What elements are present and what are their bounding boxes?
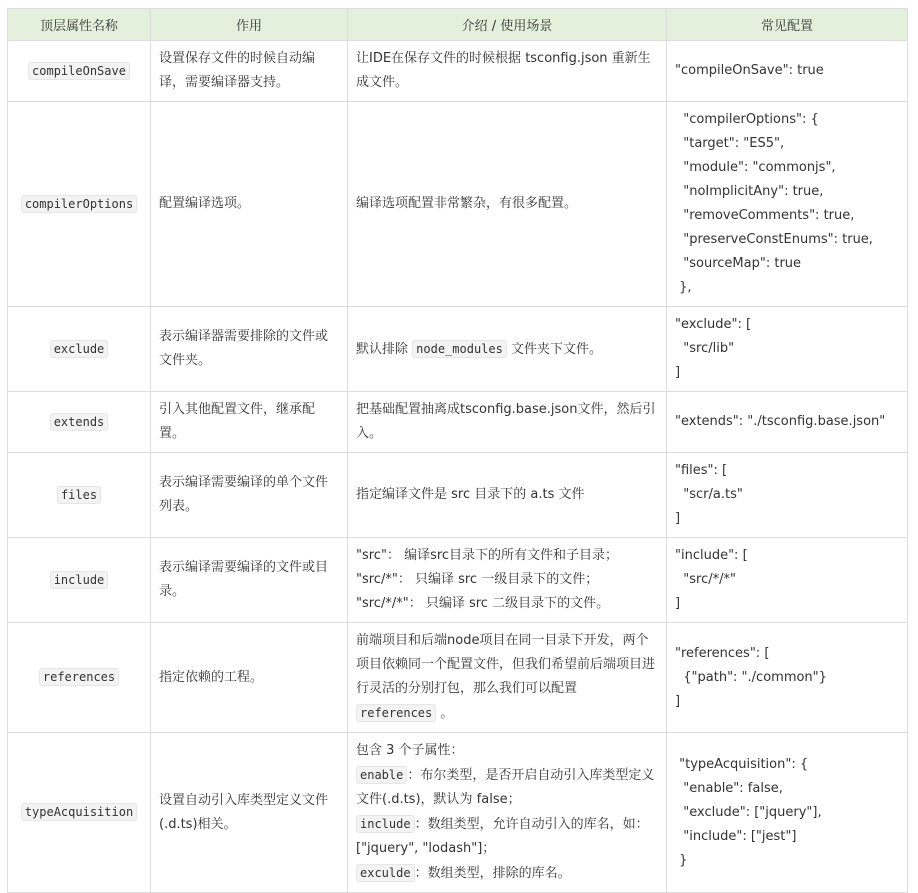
config-line: "enable": false, — [675, 780, 783, 796]
config-line: }, — [675, 280, 692, 295]
property-name-cell — [8, 733, 151, 893]
intro-text: "src"： 编译src目录下的所有文件和子目录； — [356, 548, 619, 563]
header-row — [8, 9, 908, 41]
config-cell — [667, 307, 908, 392]
header-intro: 介绍 / 使用场景 — [348, 9, 667, 41]
table-row — [8, 733, 908, 893]
config-line: "extends": "./tsconfig.base.json" — [675, 414, 886, 429]
tsconfig-properties-table — [7, 8, 908, 893]
intro-text: 前端项目和后端node项目在同一目录下开发，两个项目依赖同一个配置文件，但我们希望前后端项目进行灵活的分别打包，那么我们可以配置 — [356, 633, 656, 696]
config-line: "preserveConstEnums": true, — [675, 232, 873, 247]
property-name: include — [50, 571, 109, 589]
property-name: files — [57, 486, 101, 504]
intro-text: 编译选项配置非常繁杂，有很多配置。 — [356, 196, 578, 211]
header-purpose: 作用 — [151, 9, 348, 41]
intro-text: 把基础配置抽离成tsconfig.base.json文件，然后引入。 — [356, 402, 656, 441]
config-line: "include": [ — [675, 548, 748, 563]
config-line: "files": [ — [675, 463, 728, 478]
property-name: compileOnSave — [28, 62, 130, 80]
property-name-cell — [8, 41, 151, 102]
intro-text: 包含 3 个子属性： — [356, 743, 464, 758]
inline-code: references — [356, 704, 436, 722]
property-name-cell — [8, 392, 151, 453]
table-row — [8, 392, 908, 453]
property-name-cell — [8, 623, 151, 733]
config-cell — [667, 453, 908, 538]
property-name: extends — [50, 413, 109, 431]
config-cell — [667, 623, 908, 733]
config-cell — [667, 392, 908, 453]
intro-cell — [348, 307, 667, 392]
intro-cell — [348, 733, 667, 893]
purpose-cell: 表示编译需要编译的文件或目录。 — [151, 538, 348, 623]
config-line: {"path": "./common"} — [675, 669, 827, 685]
intro-text: 指定编译文件是 src 目录下的 a.ts 文件 — [356, 487, 585, 502]
purpose-cell: 表示编译需要编译的单个文件列表。 — [151, 453, 348, 538]
table-row — [8, 41, 908, 102]
config-line: ] — [675, 365, 681, 380]
purpose-cell: 表示编译器需要排除的文件或文件夹。 — [151, 307, 348, 392]
config-line: "exclude": ["jquery"], — [675, 804, 822, 820]
purpose-cell: 设置自动引入库类型定义文件(.d.ts)相关。 — [151, 733, 348, 893]
config-line: "include": ["jest"] — [675, 828, 797, 844]
config-line: "compileOnSave": true — [675, 63, 824, 78]
intro-text: 文件夹下文件。 — [506, 341, 602, 357]
header-name: 顶层属性名称 — [8, 9, 151, 41]
config-cell — [667, 41, 908, 102]
intro-text: ：布尔类型，是否开启自动引入库类型定义文件(.d.ts)，默认为 false； — [356, 768, 655, 807]
intro-cell — [348, 41, 667, 102]
property-name-cell — [8, 102, 151, 307]
config-line: ] — [675, 511, 681, 526]
table-row — [8, 538, 908, 623]
property-name: typeAcquisition — [21, 803, 137, 821]
property-name: references — [39, 668, 119, 686]
intro-text: 。 — [436, 706, 454, 721]
table-row — [8, 307, 908, 392]
property-name: compilerOptions — [21, 195, 137, 213]
intro-cell — [348, 102, 667, 307]
intro-text: 默认排除 — [356, 341, 413, 357]
purpose-cell: 设置保存文件的时候自动编译，需要编译器支持。 — [151, 41, 348, 102]
config-cell — [667, 733, 908, 893]
intro-cell — [348, 453, 667, 538]
inline-code: enable — [356, 766, 407, 784]
intro-text: 让IDE在保存文件的时候根据 tsconfig.json 重新生成文件。 — [356, 51, 651, 90]
config-line: "noImplicitAny": true, — [675, 184, 824, 199]
table-body — [8, 41, 908, 893]
config-line: "compilerOptions": { — [675, 112, 819, 127]
config-cell — [667, 102, 908, 307]
purpose-cell: 配置编译选项。 — [151, 102, 348, 307]
config-cell — [667, 538, 908, 623]
config-line: "sourceMap": true — [675, 256, 802, 271]
config-line: } — [675, 852, 688, 868]
intro-text: "src/*"： 只编译 src 一级目录下的文件； — [356, 572, 599, 587]
table-row — [8, 453, 908, 538]
property-name: exclude — [50, 340, 109, 358]
intro-text: "src/*/*"： 只编译 src 二级目录下的文件。 — [356, 596, 610, 611]
table-row — [8, 102, 908, 307]
config-line: "references": [ — [675, 645, 770, 661]
inline-code: include — [356, 815, 415, 833]
intro-cell — [348, 538, 667, 623]
config-line: "exclude": [ — [675, 317, 752, 332]
config-line: ] — [675, 596, 681, 611]
intro-text: ：数组类型，允许自动引入的库名，如：["jquery", "lodash"]； — [356, 817, 649, 856]
purpose-cell: 指定依赖的工程。 — [151, 623, 348, 733]
property-name-cell — [8, 307, 151, 392]
config-line: "src/lib" — [675, 341, 735, 356]
purpose-cell: 引入其他配置文件，继承配置。 — [151, 392, 348, 453]
intro-cell — [348, 392, 667, 453]
intro-text: ：数组类型，排除的库名。 — [414, 866, 571, 881]
header-config: 常见配置 — [667, 9, 908, 41]
intro-cell — [348, 623, 667, 733]
config-line: "typeAcquisition": { — [675, 756, 809, 772]
config-line: "target": "ES5", — [675, 136, 785, 151]
config-line: "scr/a.ts" — [675, 487, 743, 502]
inline-code: exculde — [356, 864, 415, 882]
inline-code: node_modules — [412, 340, 507, 358]
table-row — [8, 623, 908, 733]
config-line: "module": "commonjs", — [675, 160, 836, 175]
property-name-cell — [8, 538, 151, 623]
property-name-cell — [8, 453, 151, 538]
config-line: "removeComments": true, — [675, 208, 855, 223]
config-line: "src/*/*" — [675, 572, 736, 587]
config-line: ] — [675, 693, 681, 709]
